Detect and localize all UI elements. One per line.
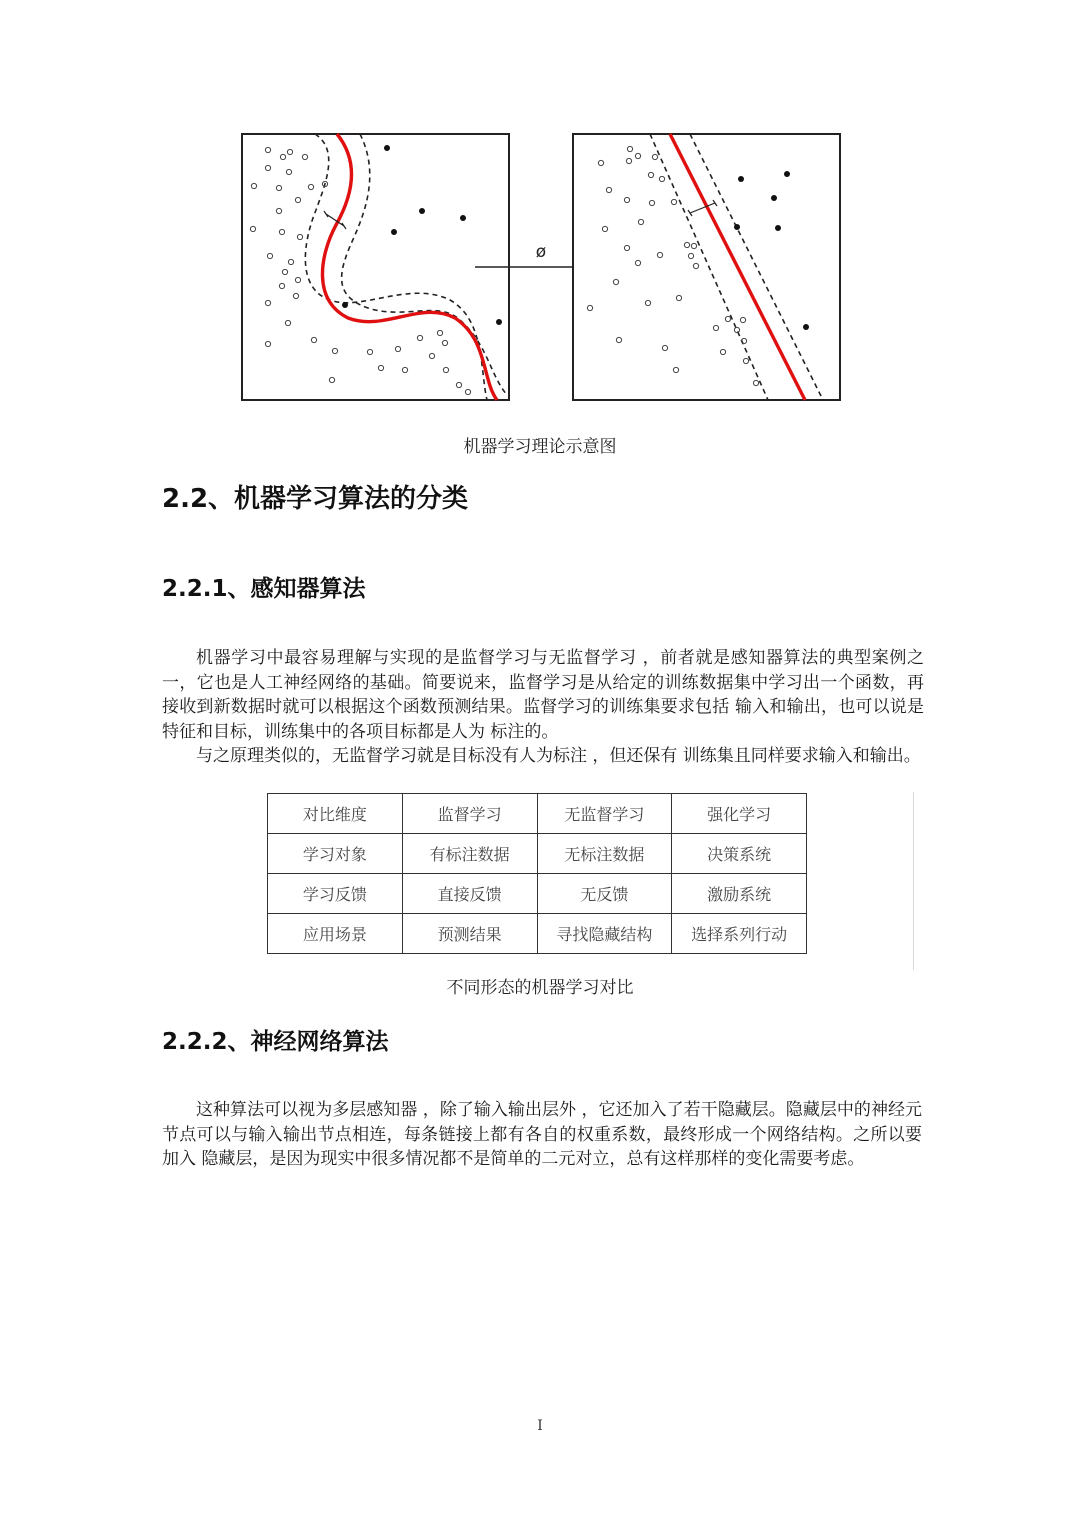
table-cell: 监督学习 [402,794,537,834]
phi-label: ø [535,242,547,262]
table-cell: 无反馈 [537,874,672,914]
paragraph: 机器学习中最容易理解与实现的是监督学习与无监督学习 ，前者就是感知器算法的典型案例之一，它也是人工神经网络的基础。简要说来，监督学习是从给定的训练数据集中学习出一个函数，再接收到新数据时就可以根据这个函数预测结果。监督学习的训练集要求包括 输入和输出，也可以说是特征和目标，训练集中的各项目标都是人为 标注的。 [162,648,924,742]
table-cell: 决策系统 [672,834,807,874]
section-title: 2.2、机器学习算法的分类 [162,484,469,514]
table-cell: 学习反馈 [268,874,403,914]
table-cell: 选择系列行动 [672,914,807,954]
table-row [268,834,807,874]
comparison-table [267,793,807,954]
ml-theory-figure [0,0,1080,420]
neural-title: 2.2.2、神经网络算法 [162,1029,389,1055]
table-row [268,874,807,914]
table-cell: 激励系统 [672,874,807,914]
table-row [268,914,807,954]
table-cell: 学习对象 [268,834,403,874]
table-cell: 无监督学习 [537,794,672,834]
table-cell: 应用场景 [268,914,403,954]
table-cell: 有标注数据 [402,834,537,874]
left-panel [242,134,509,400]
table-row [268,794,807,834]
table-cell: 寻找隐藏结构 [537,914,672,954]
paragraph: 与之原理类似的，无监督学习就是目标没有人为标注 ，但还保有 训练集且同样要求输入和输出。 [196,746,921,766]
perceptron-title: 2.2.1、感知器算法 [162,576,366,602]
figure-caption: 机器学习理论示意图 [463,437,617,457]
table-cell: 直接反馈 [402,874,537,914]
divider [913,792,914,970]
right-panel [573,134,840,400]
table-cell: 预测结果 [402,914,537,954]
table-caption: 不同形态的机器学习对比 [446,978,634,998]
page-number: I [537,1418,543,1434]
neural-body [162,1098,922,1172]
table-cell: 强化学习 [672,794,807,834]
table-cell: 对比维度 [268,794,403,834]
table-cell: 无标注数据 [537,834,672,874]
perceptron-body [162,646,924,769]
paragraph: 这种算法可以视为多层感知器 ，除了输入输出层外 ，它还加入了若干隐藏层。隐藏层中的神经元节点可以与输入输出节点相连，每条链接上都有各自的权重系数，最终形成一个网络结构。之所以要加入 隐藏层，是因为现实中很多情况都不是简单的二元对立，总有这样那样的变化需要考虑。 [162,1100,922,1169]
